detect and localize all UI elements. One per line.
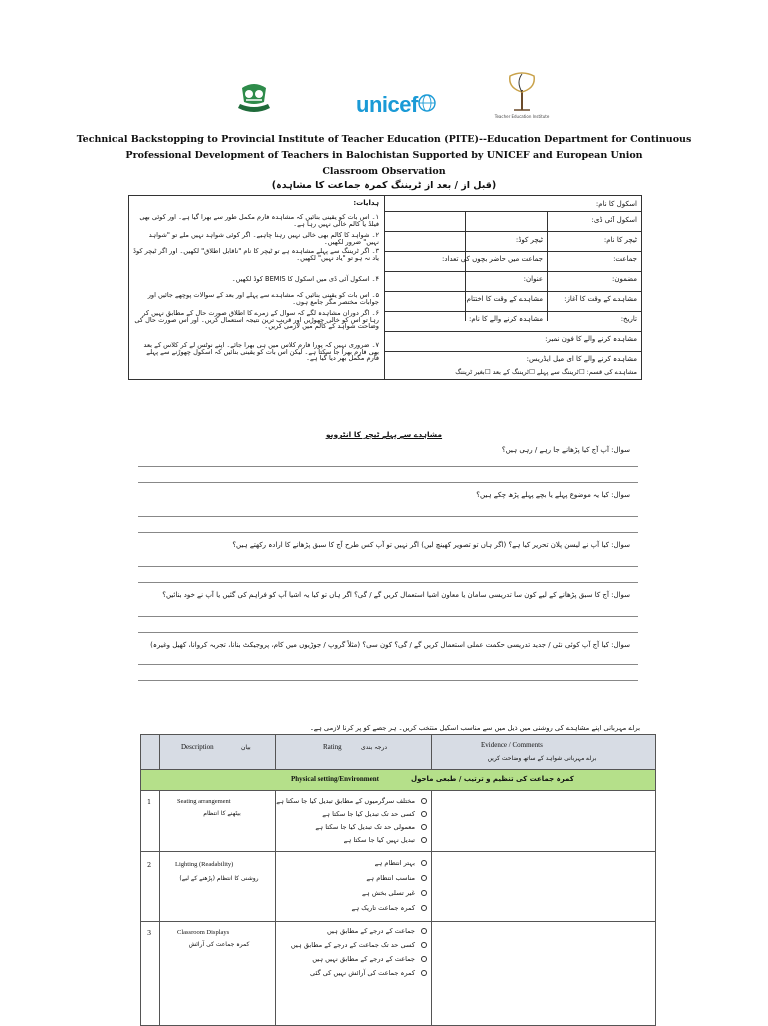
col-description: Description — [181, 743, 214, 751]
school-id-label: اسکول آئی ڈی: — [591, 216, 637, 224]
observation-type-label: مشاہدے کی قسم: ☐ٹریننگ سے پہلے ☐ٹریننگ کے بعد ☐بغیر ٹریننگ — [455, 368, 637, 376]
instruction-item: ۶۔ اگر دوران مشاہدہ لگے کہ سوال کے زمرے کا اطلاق صورت حال کے مطابق نہیں کر رہا تو اس کو خالی چھوڑیں اور قریب ترین نتیجہ استعمال کریں۔ اور اس صورت حال کی وضاحت شواہد کے کالم میں لازمی کریں۔ — [134, 309, 379, 331]
radio-circle-icon — [421, 798, 427, 804]
radio-circle-icon — [421, 837, 427, 843]
observer-email-label: مشاہدہ کرنے والے کا ای میل ایڈریس: — [526, 355, 637, 363]
col-evidence-ur: براے مہربانی شواہد کے ساتھ وضاحت کریں — [487, 755, 597, 762]
end-time-label: مشاہدے کے وقت کا اختتام: — [464, 295, 543, 303]
interview-title: مشاہدے سے پہلے ٹیچر کا انٹرویو — [325, 430, 443, 439]
row-title-ur: روشنی کا انتظام (پڑھنے کے لیے) — [179, 875, 259, 882]
rating-option[interactable]: جماعت کے درجے کے مطابق نہیں ہیں — [281, 955, 427, 963]
school-name-label: اسکول کا نام: — [595, 200, 637, 208]
unicef-logo: unicef — [356, 92, 418, 117]
row-title-ur: بیٹھنے کا انتظام — [203, 810, 241, 817]
section-title-en: Physical setting/Environment — [291, 775, 379, 783]
rating-option[interactable]: کسی حد تک جماعت کے درجے کے مطابق ہیں — [281, 941, 427, 949]
instructions-title: ہدایات: — [353, 199, 379, 207]
header-line-2: Professional Development of Teachers in Balochistan Supported by UNICEF and European Union — [125, 150, 643, 161]
rating-option[interactable]: مناسب انتظام ہے — [281, 874, 427, 882]
rating-option[interactable]: تبدیل نہیں کیا جا سکتا ہے — [281, 836, 427, 844]
observer-phone-label: مشاہدہ کرنے والے کا فون نمبر: — [545, 335, 637, 343]
radio-circle-icon — [421, 928, 427, 934]
interview-question: سوال: کیا آپ نے لیسن پلان تحریر کیا ہے؟ (اگر ہاں تو تصویر کھینچ لیں) اگر نہیں تو آپ کس طرح آج کا سبق پڑھانے کا ارادہ رکھتے ہیں؟ — [232, 541, 630, 549]
teacher-code-label: ٹیچر کوڈ: — [515, 236, 543, 244]
radio-circle-icon — [421, 811, 427, 817]
rating-table — [140, 734, 656, 1026]
header-line-4: (قبل از / بعد از ٹریننگ کمرہ جماعت کا مشاہدہ) — [271, 180, 497, 191]
col-rating-ur: درجہ بندی — [361, 744, 388, 751]
instruction-item: ۴۔ اسکول آئی ڈی میں اسکول کا BEMIS کوڈ لکھیں۔ — [231, 275, 379, 283]
balochistan-crest-icon — [234, 78, 274, 118]
radio-circle-icon — [421, 860, 427, 866]
radio-circle-icon — [421, 956, 427, 962]
radio-circle-icon — [421, 890, 427, 896]
interview-question: سوال: آپ آج کیا پڑھانے جا رہے / رہی ہیں؟ — [501, 446, 630, 454]
teacher-name-label: ٹیچر کا نام: — [603, 236, 637, 244]
row-title-en: Classroom Displays — [177, 929, 230, 936]
row-title-ur: کمرہ جماعت کی آرائش — [188, 941, 250, 948]
row-title-en: Seating arrangement — [177, 798, 231, 805]
rating-option[interactable]: جماعت کے درجے کے مطابق ہیں — [281, 927, 427, 935]
instruction-item: ۷۔ ضروری نہیں کہ پورا فارم کلاس میں ہی بھرا جائے۔ اپنے نوٹس لے کر کلاس کے بعد بھی فارم بھرا جا سکتا ہے۔ لیکن اس بات کو یقینی بنائیں کہ اسکول چھوڑنے سے پہلے فارم مکمل بھر دیا گیا ہے۔ — [143, 341, 379, 363]
student-count-label: جماعت میں حاضر بچوں کی تعداد: — [442, 255, 543, 263]
interview-question: سوال: کیا آج آپ کوئی نئی / جدید تدریسی حکمت عملی استعمال کریں گے / گی؟ کون سی؟ (مثلاً گروپ / جوڑیوں میں کام، پروجیکٹ بنانا، تجربہ کروانا، کھیل وغیرہ) — [150, 641, 630, 649]
radio-circle-icon — [421, 905, 427, 911]
header-line-1: Technical Backstopping to Provincial Institute of Teacher Education (PITE)--Education Department for Continuous — [76, 134, 692, 145]
instruction-item: ۱۔ اس بات کو یقینی بنائیں کہ مشاہدہ فارم مکمل طور سے بھرا گیا ہے۔ اور کوئی بھی فیلڈ یا کالم خالی نہیں رہا ہے۔ — [139, 213, 379, 228]
rating-option[interactable]: غیر تسلی بخش ہے — [281, 889, 427, 897]
class-label: جماعت: — [613, 255, 637, 263]
radio-circle-icon — [421, 875, 427, 881]
unicef-globe-icon — [418, 94, 436, 112]
subject-label: مضمون: — [612, 275, 637, 283]
radio-circle-icon — [421, 942, 427, 948]
row-number: 2 — [147, 861, 152, 869]
row-title-en: Lighting (Readability) — [175, 861, 234, 868]
instruction-item: ۵۔ اس بات کو یقینی بنائیں کہ مشاہدے سے پہلے اور بعد کے سوالات پوچھے جائیں اور جوابات مختصر مگر جامع ہوں۔ — [147, 291, 379, 306]
topic-label: عنوان: — [523, 275, 543, 283]
col-rating: Rating — [323, 743, 342, 751]
col-evidence: Evidence / Comments — [481, 741, 543, 749]
pite-caption: Teacher Education Institute — [494, 114, 550, 119]
radio-circle-icon — [421, 970, 427, 976]
rating-option[interactable]: کمرہ جماعت تاریک ہے — [281, 904, 427, 912]
row-number: 1 — [147, 798, 152, 806]
instruction-item: ۲۔ شواہد کا کالم بھی خالی نہیں رہنا چاہیے۔ اگر کوئی شواہد نہیں ملے تو "شواہد نہیں" ضرور لکھیں۔ — [148, 231, 379, 246]
rating-intro: براے مہربانی اپنے مشاہدے کی روشنی میں ذیل میں سے مناسب اسکیل منتخب کریں۔ ہر جصے کو پر کرنا لازمی ہے۔ — [309, 724, 640, 732]
interview-question: سوال: آج کا سبق پڑھانے کے لیے کون سا تدریسی سامان یا معاون اشیا استعمال کریں گے / گی؟ اگر ہاں تو کیا یہ اشیا آپ کو فراہم کی گئیں یا آپ نے خود بنائیں؟ — [162, 591, 630, 599]
rating-option[interactable]: بہتر انتظام ہے — [281, 859, 427, 867]
rating-option[interactable]: کمرہ جماعت کی آرائش نہیں کی گئی — [281, 969, 427, 977]
header-line-3: Classroom Observation — [322, 166, 446, 177]
start-time-label: مشاہدے کے وقت کا آغاز: — [564, 295, 637, 303]
observer-name-label: مشاہدہ کرنے والے کا نام: — [469, 315, 543, 323]
observation-form-table — [128, 195, 642, 380]
instruction-item: ۳۔ اگر ٹریننگ سے پہلے مشاہدہ ہے تو ٹیچر کا نام "ناقابل اطلاق" لکھیں۔ اور اگر ٹیچر کوڈ یاد نہ ہو تو "یاد نہیں" لکھیں۔ — [133, 247, 379, 262]
rating-option[interactable]: کسی حد تک تبدیل کیا جا سکتا ہے — [281, 810, 427, 818]
col-description-ur: بیان — [241, 744, 251, 751]
radio-circle-icon — [421, 824, 427, 830]
date-label: تاریخ: — [620, 315, 637, 323]
rating-option[interactable]: مختلف سرگرمیوں کے مطابق تبدیل کیا جا سکتا ہے — [281, 797, 427, 805]
rating-option[interactable]: معمولی حد تک تبدیل کیا جا سکتا ہے — [281, 823, 427, 831]
interview-question: سوال: کیا یہ موضوع پہلے یا بچے پہلے پڑھ چکے ہیں؟ — [476, 491, 630, 499]
row-number: 3 — [147, 929, 152, 937]
section-title-ur: کمرہ جماعت کی تنظیم و ترتیب / طبعی ماحول — [411, 775, 574, 783]
